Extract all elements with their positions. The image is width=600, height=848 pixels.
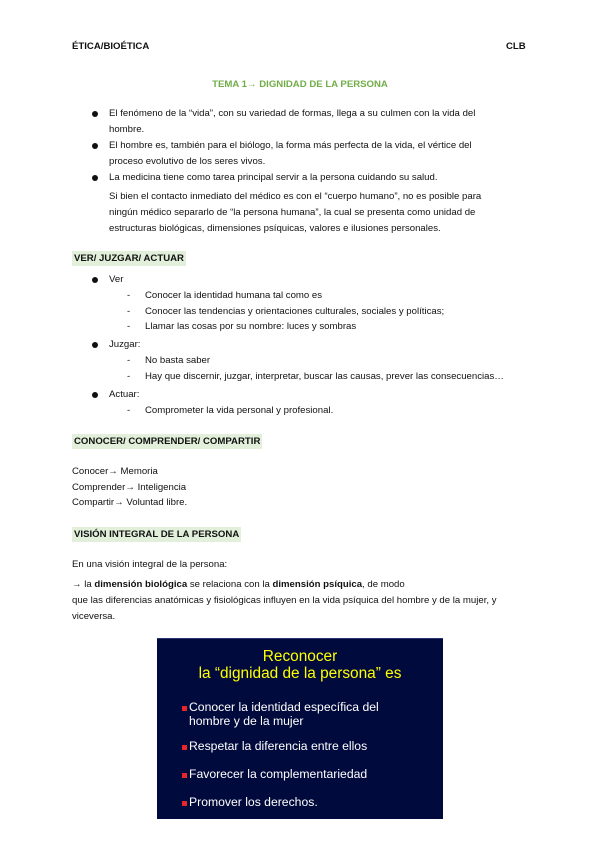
intro-bullet-2-line-2: proceso evolutivo de los seres vivos. [109,156,266,167]
dash-icon: - [127,405,131,416]
vision-paragraph-line-1 [72,577,405,593]
bullet-icon [92,392,98,398]
slide-image [157,638,443,819]
slide-item-2: Respetar la diferencia entre ellos [189,739,368,753]
intro-bullet-3 [109,170,528,186]
intro-paragraph-line-2: ningún médico separarlo de “la persona humana”, la cual se presenta como unidad de [109,207,476,218]
dash-icon: - [127,355,131,366]
vision-bold-psiquica: dimensión psíquica [272,579,363,590]
slide-title-line-2: la “dignidad de la persona” es [198,665,402,682]
section-heading-vision-integral: VISIÓN INTEGRAL DE LA PERSONA [74,529,240,540]
bullet-icon [92,111,98,117]
juzgar-item: Hay que discernir, juzgar, interpretar, buscar las causas, prever las consecuencias… [145,371,504,382]
vision-paragraph-line-3: viceversa. [72,611,116,622]
slide-item-1-line-2: hombre y de la mujer [189,714,304,728]
slide-item-4: Promover los derechos. [189,795,318,809]
dash-icon: - [127,321,131,332]
header-left: ÉTICA/BIOÉTICA [72,41,150,52]
compartir-line: Compartir→ Voluntad libre. [72,497,188,508]
vision-text: → la [72,579,95,590]
section-heading-conocer: CONOCER/ COMPRENDER/ COMPARTIR [74,436,261,447]
intro-bullet-3-line-1: La medicina tiene como tarea principal servir a la persona cuidando su salud. [109,172,438,183]
vision-text: se relaciona con la [187,579,273,590]
slide-item-1-line-1: Conocer la identidad específica del [189,700,379,714]
slide-bullet-icon [182,745,187,750]
slide-item-3: Favorecer la complementariedad [189,767,368,781]
slide-bullet-icon [182,773,187,778]
section-heading-ver-juzgar-actuar: VER/ JUZGAR/ ACTUAR [74,253,184,264]
slide-title-line-1: Reconocer [262,648,338,665]
ver-item: Conocer la identidad humana tal como es [145,290,323,301]
ver-item: Llamar las cosas por su nombre: luces y sombras [145,321,357,332]
juzgar-label: Juzgar: [109,339,141,350]
bullet-icon [92,342,98,348]
vision-text: , de modo [362,579,405,590]
slide-bullet-icon [182,706,187,711]
dash-icon: - [127,371,131,382]
bullet-icon [92,277,98,283]
intro-bullet-2-line-1: El hombre es, también para el biólogo, la forma más perfecta de la vida, el vértice del [109,140,472,151]
intro-bullet-1 [109,106,528,138]
dash-icon: - [127,306,131,317]
vision-intro: En una visión integral de la persona: [72,559,228,570]
header-right: CLB [506,41,526,52]
intro-bullet-2 [109,138,528,170]
intro-paragraph-line-3: estructuras biológicas, dimensiones psíquicas, valores e ilusiones personales. [109,223,441,234]
ver-item: Conocer las tendencias y orientaciones culturales, sociales y políticas; [145,306,445,317]
vision-bold-biologica: dimensión biológica [94,579,188,590]
dash-icon: - [127,290,131,301]
slide-bullet-icon [182,801,187,806]
intro-paragraph-line-1: Si bien el contacto inmediato del médico es con el “cuerpo humano”, no es posible para [109,191,482,202]
intro-bullet-1-line-2: hombre. [109,124,145,135]
bullet-icon [92,143,98,149]
juzgar-item: No basta saber [145,355,211,366]
intro-paragraph [109,189,528,237]
conocer-line: Conocer→ Memoria [72,466,158,477]
actuar-item: Comprometer la vida personal y profesional. [145,405,334,416]
bullet-icon [92,175,98,181]
ver-label: Ver [109,274,124,285]
intro-bullet-1-line-1: El fenómeno de la “vida”, con su variedad de formas, llega a su culmen con la vida del [109,108,476,119]
comprender-line: Comprender→ Inteligencia [72,482,187,493]
actuar-label: Actuar: [109,389,140,400]
page-title: TEMA 1→ DIGNIDAD DE LA PERSONA [212,79,388,90]
vision-paragraph-line-2: que las diferencias anatómicas y fisiológicas influyen en la vida psíquica del hombre y de la mujer, y [72,595,497,606]
